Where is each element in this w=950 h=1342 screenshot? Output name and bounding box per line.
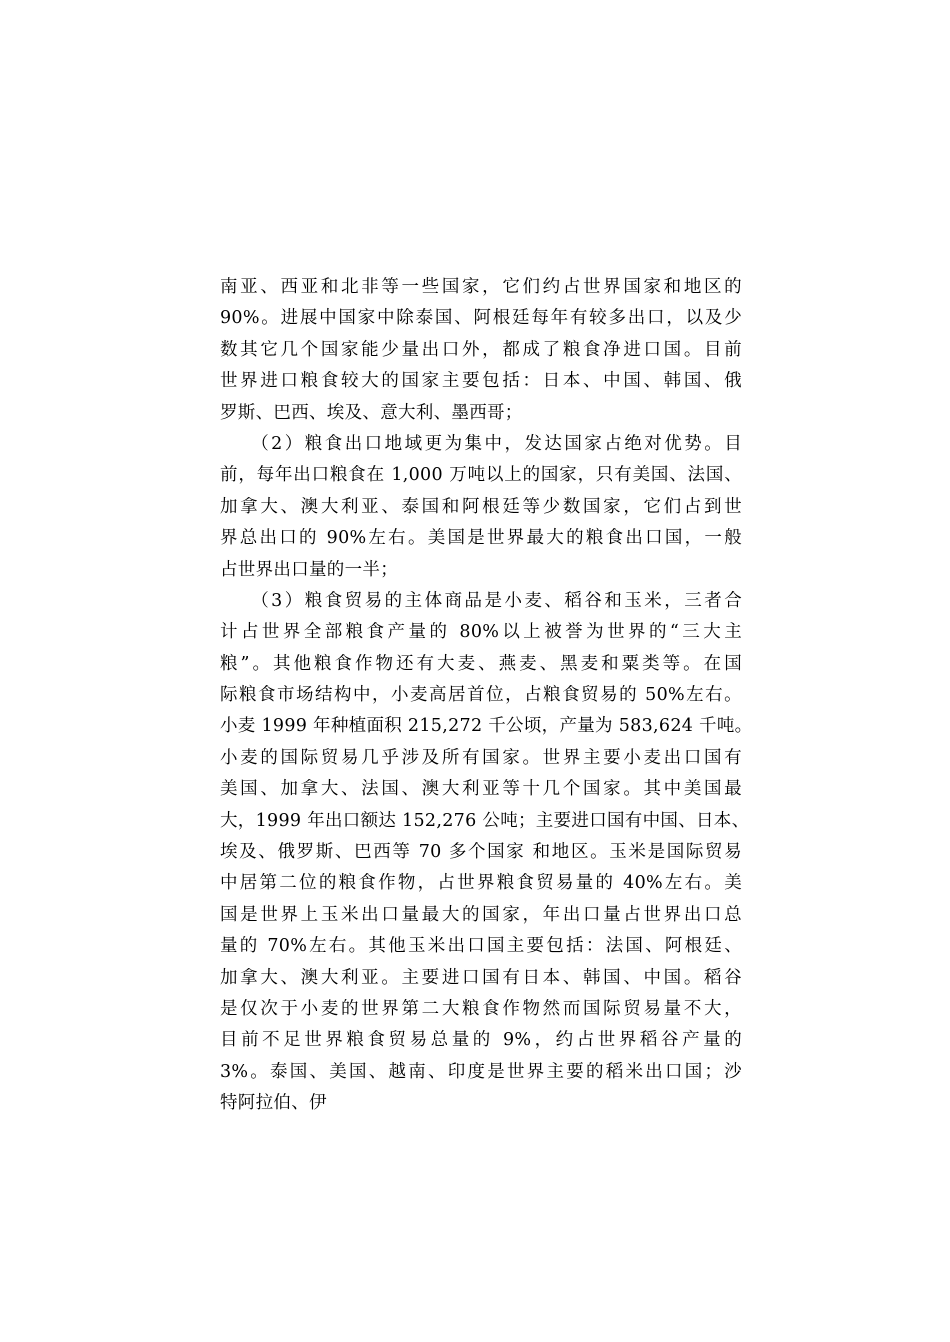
text-line: 目前不足世界粮食贸易总量的 9%，约占世界稻谷产量的 <box>220 1030 742 1051</box>
text-line: 数其它几个国家能少量出口外，都成了粮食净进口国。目前 <box>220 339 742 360</box>
text-line: 3%。泰国、美国、越南、印度是世界主要的稻米出口国；沙 <box>220 1061 742 1082</box>
text-line: 界总出口的 90%左右。美国是世界最大的粮食出口国，一般 <box>220 528 742 549</box>
text-line: 小麦 1999 年种植面积 215,272 千公顷，产量为 583,624 千吨。 <box>220 716 753 737</box>
text-line: 埃及、俄罗斯、巴西等 70 多个国家 和地区。玉米是国际贸易 <box>220 842 742 863</box>
text-line: 加拿大、澳大利亚。主要进口国有日本、韩国、中国。稻谷 <box>220 967 742 988</box>
text-line: 大，1999 年出口额达 152,276 公吨；主要进口国有中国、日本、 <box>220 810 750 831</box>
text-line: 占世界出口量的一半； <box>220 559 398 580</box>
text-line: 小麦的国际贸易几乎涉及所有国家。世界主要小麦出口国有 <box>220 747 742 768</box>
text-line: 罗斯、巴西、埃及、意大利、墨西哥； <box>220 402 523 423</box>
text-line: 国是世界上玉米出口量最大的国家，年出口量占世界出口总 <box>220 904 742 925</box>
text-line: 中居第二位的粮食作物，占世界粮食贸易量的 40%左右。美 <box>220 873 742 894</box>
text-line: 南亚、西亚和北非等一些国家，它们约占世界国家和地区的 <box>220 277 742 297</box>
text-line: （2）粮食出口地域更为集中，发达国家占绝对优势。目 <box>220 433 742 454</box>
text-line: 际粮食市场结构中，小麦高居首位，占粮食贸易的 50%左右。 <box>220 685 742 706</box>
text-line: （3）粮食贸易的主体商品是小麦、稻谷和玉米，三者合 <box>220 590 742 611</box>
text-line: 美国、加拿大、法国、澳大利亚等十几个国家。其中美国最 <box>220 779 742 800</box>
text-line: 世界进口粮食较大的国家主要包括：日本、中国、韩国、俄 <box>220 371 742 392</box>
body-text <box>220 272 753 1120</box>
text-line: 粮”。其他粮食作物还有大麦、燕麦、黑麦和粟类等。在国 <box>220 653 742 674</box>
text-line: 计占世界全部粮食产量的 80%以上被誉为世界的“三大主 <box>220 622 742 643</box>
text-line: 加拿大、澳大利亚、泰国和阿根廷等少数国家，它们占到世 <box>220 496 742 517</box>
text-line: 是仅次于小麦的世界第二大粮食作物然而国际贸易量不大， <box>220 998 742 1019</box>
text-line: 量的 70%左右。其他玉米出口国主要包括：法国、阿根廷、 <box>220 936 742 957</box>
text-line: 前，每年出口粮食在 1,000 万吨以上的国家，只有美国、法国、 <box>220 465 742 486</box>
text-line: 90%。进展中国家中除泰国、阿根廷每年有较多出口，以及少 <box>220 308 742 329</box>
text-line: 特阿拉伯、伊 <box>220 1093 327 1114</box>
